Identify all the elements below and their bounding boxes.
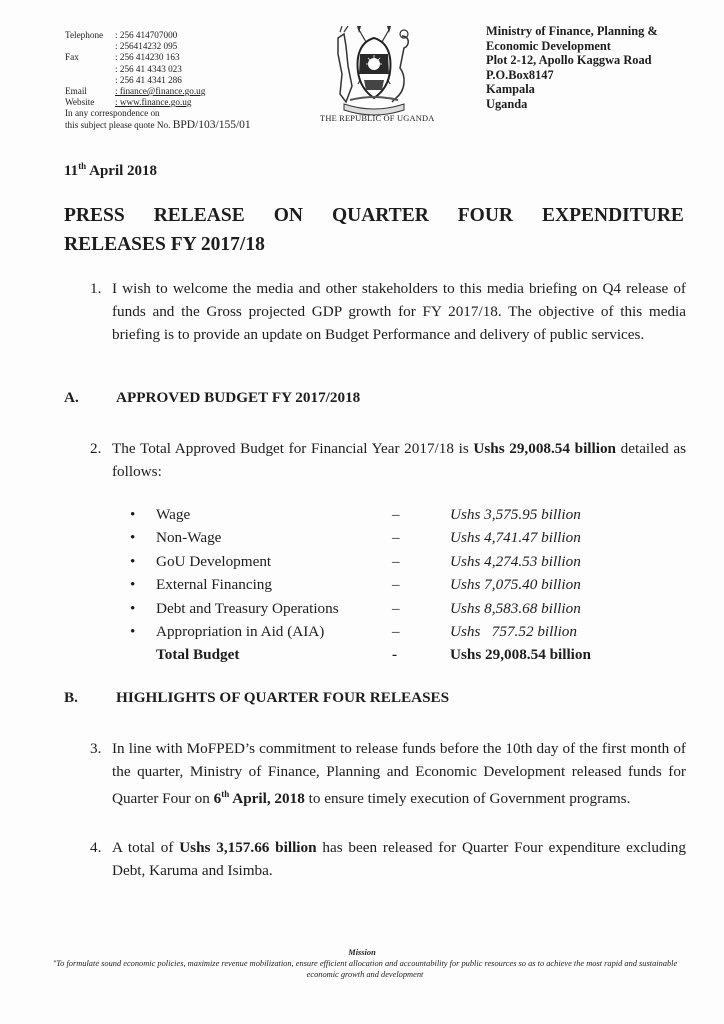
letterhead-contacts — [65, 30, 251, 131]
date-suffix: th — [78, 161, 87, 171]
paragraph-4 — [90, 836, 686, 882]
title-word: FOUR — [457, 205, 514, 226]
bullet-icon: • — [130, 576, 136, 594]
release-date — [214, 790, 305, 807]
address-line: Kampala — [486, 82, 535, 97]
contact-label: Website — [65, 97, 95, 108]
contact-row-fax — [65, 52, 251, 63]
section-b-heading — [64, 689, 449, 707]
bullet-icon: • — [130, 552, 136, 570]
reference-number: BPD/103/155/01 — [172, 118, 251, 131]
contact-label: Fax — [65, 52, 79, 63]
paragraph-number: 2. — [90, 440, 102, 457]
paragraph-text: The Total Approved Budget for Financial Year 2017/18 is — [112, 440, 474, 457]
paragraph-number: 3. — [90, 740, 102, 757]
paragraph-number: 1. — [90, 280, 102, 297]
email-link[interactable]: : finance@finance.go.ug — [115, 86, 206, 97]
budget-breakdown-list — [130, 503, 591, 667]
dash: – — [392, 506, 400, 523]
budget-item-label: Debt and Treasury Operations — [156, 599, 339, 617]
dash: - — [392, 646, 398, 664]
paragraph-text: I wish to welcome the media and other stakeholders to this media briefing on Q4 release of funds and the Gross projected GDP growth for FY 2017/18. The objective of this media briefing is to provide an update on Budget Performance and delivery of public services. — [112, 280, 686, 343]
q4-release-amount: Ushs 3,157.66 billion — [179, 839, 317, 856]
budget-item-label: GoU Development — [156, 552, 272, 570]
contact-value: : 256 414230 163 — [115, 52, 180, 63]
budget-item-value: Ushs 757.52 billion — [450, 623, 577, 641]
budget-item-value: Ushs 4,274.53 billion — [450, 552, 581, 570]
budget-item-label: External Financing — [156, 576, 272, 594]
contact-row-telephone-2 — [65, 41, 251, 52]
contact-label — [65, 75, 115, 86]
release-day: 6 — [213, 790, 222, 808]
paragraph-3 — [90, 737, 686, 810]
address-line: Ministry of Finance, Planning & — [486, 24, 658, 38]
paragraph-text: A total of — [112, 839, 180, 856]
website-link[interactable]: : www.finance.go.ug — [115, 97, 192, 108]
contact-label — [65, 64, 115, 75]
paragraph-text: In line with MoFPED’s commitment to release funds before the 10th day of the first month of the quarter, Ministry of Finance, Planning and Economic Development released funds for Quarter Four on — [112, 740, 686, 808]
budget-item-label: Non-Wage — [156, 529, 222, 547]
section-letter: B. — [64, 689, 78, 706]
section-a-heading — [64, 389, 360, 407]
title-line-1 — [64, 201, 684, 230]
contact-value: : 256 41 4343 023 — [115, 63, 182, 74]
paragraph-text: has been released for Quarter Four expenditure excluding Debt, Karuma and Isimba. — [112, 839, 686, 879]
ministry-address — [486, 24, 658, 112]
contact-row-website — [65, 97, 251, 108]
bullet-icon: • — [130, 529, 136, 547]
budget-total-value: Ushs 29,008.54 billion — [450, 646, 591, 664]
budget-item-value: Ushs 3,575.95 billion — [450, 506, 581, 523]
paragraph-1 — [90, 277, 686, 346]
title-word: EXPENDITURE — [542, 205, 684, 226]
paragraph-text: to ensure timely execution of Government programs. — [304, 790, 631, 808]
section-letter: A. — [64, 389, 79, 406]
contact-label: Email — [65, 86, 87, 97]
page-title — [64, 201, 684, 259]
list-item — [130, 620, 591, 643]
release-month-year: April, 2018 — [229, 790, 305, 808]
contact-value: : 256414232 095 — [115, 41, 178, 52]
address-line: Plot 2-12, Apollo Kaggwa Road — [486, 53, 652, 68]
title-word: RELEASE — [153, 205, 245, 226]
contact-row-telephone — [65, 30, 251, 41]
budget-item-label: Wage — [156, 506, 191, 523]
list-item — [130, 503, 591, 526]
contact-row-fax-2 — [65, 64, 251, 75]
address-line: Uganda — [486, 96, 528, 111]
dash: – — [392, 529, 400, 547]
list-item — [130, 550, 591, 573]
mission-statement: "To formulate sound economic policies, maximize revenue mobilization, ensure efficient allocation and accountability for public resources so as to achieve the most rapid and sustainable economic growth and development — [52, 959, 678, 979]
contact-value: : 256 414707000 — [115, 30, 178, 40]
date-day: 11 — [64, 163, 79, 179]
contact-row-email — [65, 86, 251, 97]
bullet-spacer — [130, 643, 156, 666]
title-word: PRESS — [64, 205, 125, 226]
dash: – — [392, 552, 400, 570]
budget-item-value: Ushs 4,741.47 billion — [450, 529, 581, 547]
title-word: ON — [273, 205, 303, 226]
title-line-2: RELEASES FY 2017/18 — [64, 234, 265, 255]
paragraph-number: 4. — [90, 839, 102, 856]
dash: – — [392, 599, 400, 617]
contact-row-fax-3 — [65, 75, 251, 86]
title-word: QUARTER — [331, 205, 429, 226]
list-item — [130, 526, 591, 549]
list-item — [130, 597, 591, 620]
address-line: Economic Development — [486, 38, 611, 53]
budget-item-label: Appropriation in Aid (AIA) — [156, 623, 325, 641]
coat-of-arms-icon — [330, 24, 418, 119]
bullet-icon: • — [130, 506, 136, 523]
total-budget-amount: Ushs 29,008.54 billion — [473, 440, 616, 457]
budget-total-row — [130, 643, 591, 666]
section-title: HIGHLIGHTS OF QUARTER FOUR RELEASES — [116, 689, 450, 706]
document-date — [64, 161, 157, 180]
contact-label: Telephone — [65, 30, 104, 40]
dash: – — [392, 623, 400, 641]
address-line: P.O.Box8147 — [486, 67, 554, 82]
budget-total-label: Total Budget — [156, 646, 240, 664]
contact-label — [65, 41, 115, 52]
bullet-icon: • — [130, 599, 136, 617]
budget-item-value: Ushs 8,583.68 billion — [450, 599, 581, 617]
paragraph-2 — [90, 437, 686, 483]
date-month-year: April 2018 — [86, 163, 158, 179]
republic-caption: THE REPUBLIC OF UGANDA — [320, 114, 435, 123]
list-item — [130, 573, 591, 596]
reference-prefix: this subject please quote No. — [65, 119, 171, 130]
paragraph-text: detailed as follows: — [112, 440, 686, 480]
bullet-icon: • — [130, 623, 136, 641]
reference-line — [65, 120, 251, 131]
correspondence-note: In any correspondence on — [65, 108, 160, 119]
budget-item-value: Ushs 7,075.40 billion — [450, 576, 581, 594]
contact-value: : 256 41 4341 286 — [115, 74, 182, 85]
dash: – — [392, 576, 400, 594]
release-day-suffix: th — [221, 789, 230, 799]
section-title: APPROVED BUDGET FY 2017/2018 — [116, 389, 361, 406]
mission-title: Mission — [348, 948, 376, 957]
